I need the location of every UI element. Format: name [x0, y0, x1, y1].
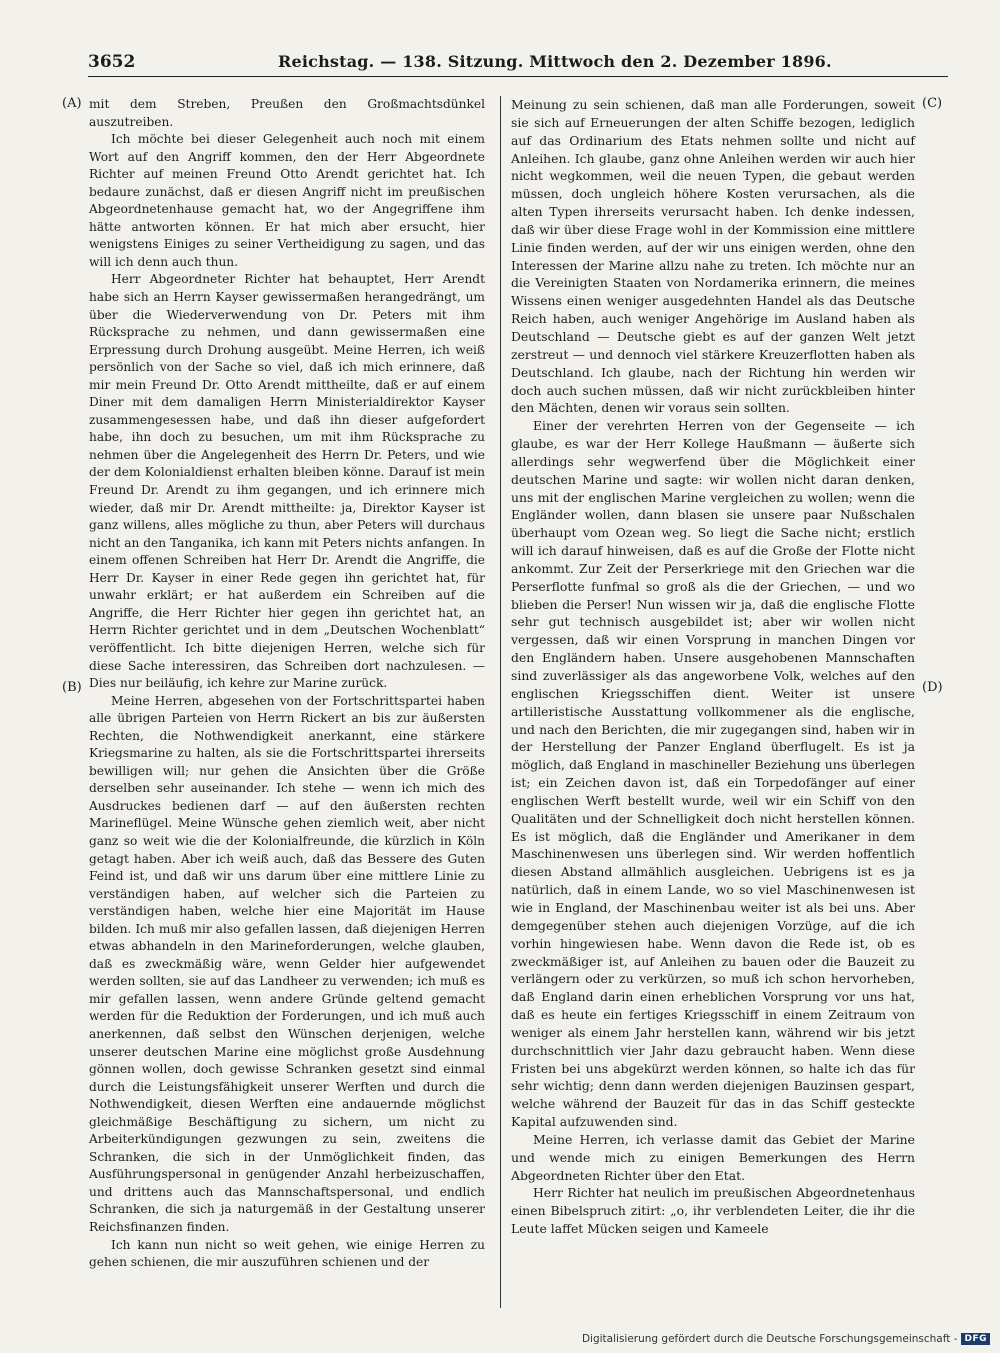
paragraph: Ich kann nun nicht so weit gehen, wie einige Herren zu gehen schienen, die mir auszuführen schienen und der	[89, 1237, 485, 1270]
digitization-credit	[582, 1333, 990, 1345]
page-header	[88, 50, 948, 77]
paragraph: Herr Abgeordneter Richter hat behauptet, Herr Arendt habe sich an Herrn Kayser gewissermaßen herangedrängt, um über die Wiederverwendung von Dr. Peters mit ihm Rücksprache zu nehmen, und dann gewissermaßen eine Erpressung durch Drohung ausgeübt. Meine Herren, ich weiß persönlich von der Sache so viel, daß ich mich erinnere, daß mir mein Freund Dr. Otto Arendt mittheilte, daß er auf einem Diner mit dem damaligen Herrn Ministerialdirektor Kayser zusammengesessen habe, und daß ihn dieser aufgefordert habe, ihn doch zu besuchen, um mit ihm Rücksprache zu nehmen über die Angelegenheit des Herrn Dr. Peters, und wie der dem Kolonialdienst erhalten bleiben könne. Darauf ist mein Freund Dr. Arendt zu ihm gegangen, und ich erinnere mich wieder, daß mir Dr. Arendt mittheilte: ja, Direktor Kayser ist ganz willens, alles mögliche zu thun, aber Peters will durchaus nicht an den Tanganika, ich kann mit Peters nichts anfangen. In einem offenen Schreiben hat Herr Dr. Arendt die Angriffe, die Herr Dr. Kayser in einer Rede gegen ihn gerichtet hat, für unwahr erklärt; er hat außerdem ein Schreiben auf die Angriffe, die Herr Richter hier gegen ihn gerichtet hat, an Herrn Richter gerichtet und in dem „Deutschen Wochenblatt“ veröffentlicht. Ich bitte diejenigen Herren, welche sich für diese Sache interessiren, das Schreiben dort nachzulesen. — Dies nur beiläufig, ich kehre zur Marine zurück.	[89, 272, 485, 691]
page-number: 3652	[88, 52, 136, 72]
running-title: Reichstag. — 138. Sitzung. Mittwoch den 2. Dezember 1896.	[278, 52, 832, 71]
paragraph: Einer der verehrten Herren von der Gegenseite — ich glaube, es war der Herr Kollege Haußmann — äußerte sich allerdings sehr wegwerfend über die Möglichkeit einer deutschen Marine und sagte: wir wollen nicht daran denken, uns mit der englischen Marine vergleichen zu wollen; wenn die Engländer wollen, dann blasen sie unsere paar Nußschalen überhaupt vom Ozean weg. So liegt die Sache nicht; erstlich will ich darauf hinweisen, daß es auf die Große der Flotte nicht ankommt. Zur Zeit der Perserkriege mit den Griechen war die Perserflotte funfmal so groß als die der Griechen, — und wo blieben die Perser! Nun wissen wir ja, daß die englische Flotte sehr gut technisch ausgebildet ist; aber wir wollen nicht vergessen, daß wir einen Vorsprung in manchen Dingen vor den Engländern haben. Unsere ausgehobenen Mannschaften sind zuverlässiger als das angeworbene Volk, welches auf den englischen Kriegsschiffen dient. Weiter ist unsere artilleristische Ausstattung vollkommener als die englische, und nach den Berichten, die mir zugegangen sind, haben wir in der Herstellung der Panzer England überflugelt. Es ist ja möglich, daß England in maschineller Beziehung uns überlegen ist; ein Zeichen davon ist, daß ein Torpedofänger auf einer englischen Werft bestellt wurde, weil wir ein Schiff von den Qualitäten und der Schnelligkeit doch nicht herstellen können. Es ist möglich, daß die Engländer und Amerikaner in dem Maschinenwesen uns überlegen sind. Wir werden hoffentlich diesen Abstand allmählich ausgleichen. Uebrigens ist es ja natürlich, daß in einem Lande, wo so viel Maschinenwesen ist wie in England, der Maschinenbau weiter ist als bei uns. Aber demgegenüber stehen auch diejenigen Vorzüge, auf die ich vorhin hingewiesen habe. Wenn davon die Rede ist, ob es zweckmäßiger ist, auf Anleihen zu bauen oder die Bauzeit zu verlängern oder zu verkürzen, so muß ich schon hervorheben, daß England darin einen erheblichen Vorsprung vor uns hat, daß es heute ein fertiges Kriegsschiff in einem Zeitraum von weniger als einem Jahr herstellen kann, während wir bis jetzt durchschnittlich vier Jahr dazu gebraucht haben. Wenn diese Fristen bei uns abgekürzt werden können, so halte ich das für sehr wichtig; denn dann werden diejenigen Bauzinsen gespart, welche während der Bauzeit für das in das Schiff gesteckte Kapital aufzuwenden sind.	[511, 418, 915, 1130]
paragraph: Ich möchte bei dieser Gelegenheit auch noch mit einem Wort auf den Angriff kommen, den der Herr Abgeordnete Richter auf meinen Freund Otto Arendt gerichtet hat. Ich bedaure zunächst, daß er diesen Angriff nicht im preußischen Abgeordnetenhause gemacht hat, wo der Angegriffene ihm hätte antworten können. Er hat mich aber ersucht, hier wenigstens Einiges zu seiner Vertheidigung zu sagen, und das will ich denn auch thun.	[89, 132, 485, 269]
paragraph: mit dem Streben, Preußen den Großmachtsdünkel auszutreiben.	[89, 97, 485, 129]
paragraph: Meine Herren, ich verlasse damit das Gebiet der Marine und wende mich zu einigen Bemerkungen des Herrn Abgeordneten Richter über den Etat.	[511, 1131, 915, 1183]
paragraph: Meinung zu sein schienen, daß man alle Forderungen, soweit sie sich auf Erneuerungen der alten Schiffe bezogen, lediglich auf das Ordinarium des Etats nehmen sollte und nicht auf Anleihen. Ich glaube, ganz ohne Anleihen werden wir auch hier nicht wegkommen, weil die neuen Typen, die gebaut werden müssen, doch ungleich höhere Kosten verursachen, als die alten Typen ihrerseits verursacht haben. Ich denke indessen, daß wir über diese Frage wohl in der Kommission eine mittlere Linie finden werden, auf der wir uns einigen werden, ohne den Interessen der Marine allzu nahe zu treten. Ich möchte nur an die Vereinigten Staaten von Nordamerika erinnern, die meines Wissens einen weniger ausgedehnten Handel als das Deutsche Reich haben, auch weniger Angehörige im Ausland haben als Deutschland — Deutsche giebt es auf der ganzen Welt jetzt zerstreut — und dennoch viel stärkere Kreuzerflotten haben als Deutschland. Ich glaube, nach der Richtung hin werden wir doch auch suchen müssen, daß wir nicht zurückbleiben hinter den Mächten, denen wir voraus sein sollten.	[511, 97, 915, 416]
paragraph: Herr Richter hat neulich im preußischen Abgeordnetenhaus einen Bibelspruch zitirt: „o, ihr verblendeten Leiter, die ihr die Leute laffet Mücken seigen und Kameele	[511, 1185, 915, 1237]
paragraph: Meine Herren, abgesehen von der Fortschrittspartei haben alle übrigen Parteien von Herrn Rickert an bis zur äußersten Rechten, die Nothwendigkeit anerkannt, eine stärkere Kriegsmarine zu halten, als sie die Fortschrittspartei ihrerseits bewilligen will; nur gehen die Ansichten über die Größe derselben sehr auseinander. Ich stehe — wenn ich mich des Ausdruckes bedienen darf — auf den äußersten rechten Marineflügel. Meine Wünsche gehen ziemlich weit, aber nicht ganz so weit wie die der Kolonialfreunde, die kürzlich in Köln getagt haben. Aber ich weiß auch, daß das Bessere des Guten Feind ist, und daß wir uns darum über eine mittlere Linie zu verständigen haben, auf welcher sich die Parteien zu verständigen haben, welche hier eine Majorität im Hause bilden. Ich muß mir also gefallen lassen, daß diejenigen Herren etwas abhandeln in den Marineforderungen, welche glauben, daß es zweckmäßig wäre, wenn Gelder hier aufgewendet werden sollten, sie auf das Landheer zu verwenden; ich muß es mir gefallen lassen, wenn andere Gründe geltend gemacht werden für die Reduktion der Forderungen, und ich muß auch anerkennen, daß selbst den Wünschen derjenigen, welche unserer deutschen Marine eine möglichst große Ausdehnung gönnen wollen, doch gewisse Schranken gesetzt sind einmal durch die Leistungsfähigkeit unserer Werften und durch die Nothwendigkeit, diesen Werften eine andauernde möglichst gleichmäßige Beschäftigung zu sichern, um nicht zu Arbeiterkündigungen gezwungen zu sein, zweitens die Schranken, die sich in der Unmöglichkeit finden, das Ausführungspersonal in genügender Anzahl herbeizuschaffen, und drittens auch das Mannschaftspersonal, und endlich Schranken, die sich ja naturgemäß in der Gestaltung unserer Reichsfinanzen finden.	[89, 693, 485, 1234]
margin-marker-d: (D)	[922, 680, 943, 695]
credit-text: Digitalisierung gefördert durch die Deutsche Forschungsgemeinschaft -	[581, 1333, 958, 1345]
dfg-logo-icon: DFG	[961, 1333, 990, 1345]
margin-marker-a: (A)	[62, 96, 82, 111]
right-column	[511, 96, 915, 1238]
margin-marker-b: (B)	[62, 680, 82, 695]
margin-marker-c: (C)	[922, 96, 943, 111]
left-column	[89, 96, 485, 1272]
column-divider	[500, 96, 501, 1308]
